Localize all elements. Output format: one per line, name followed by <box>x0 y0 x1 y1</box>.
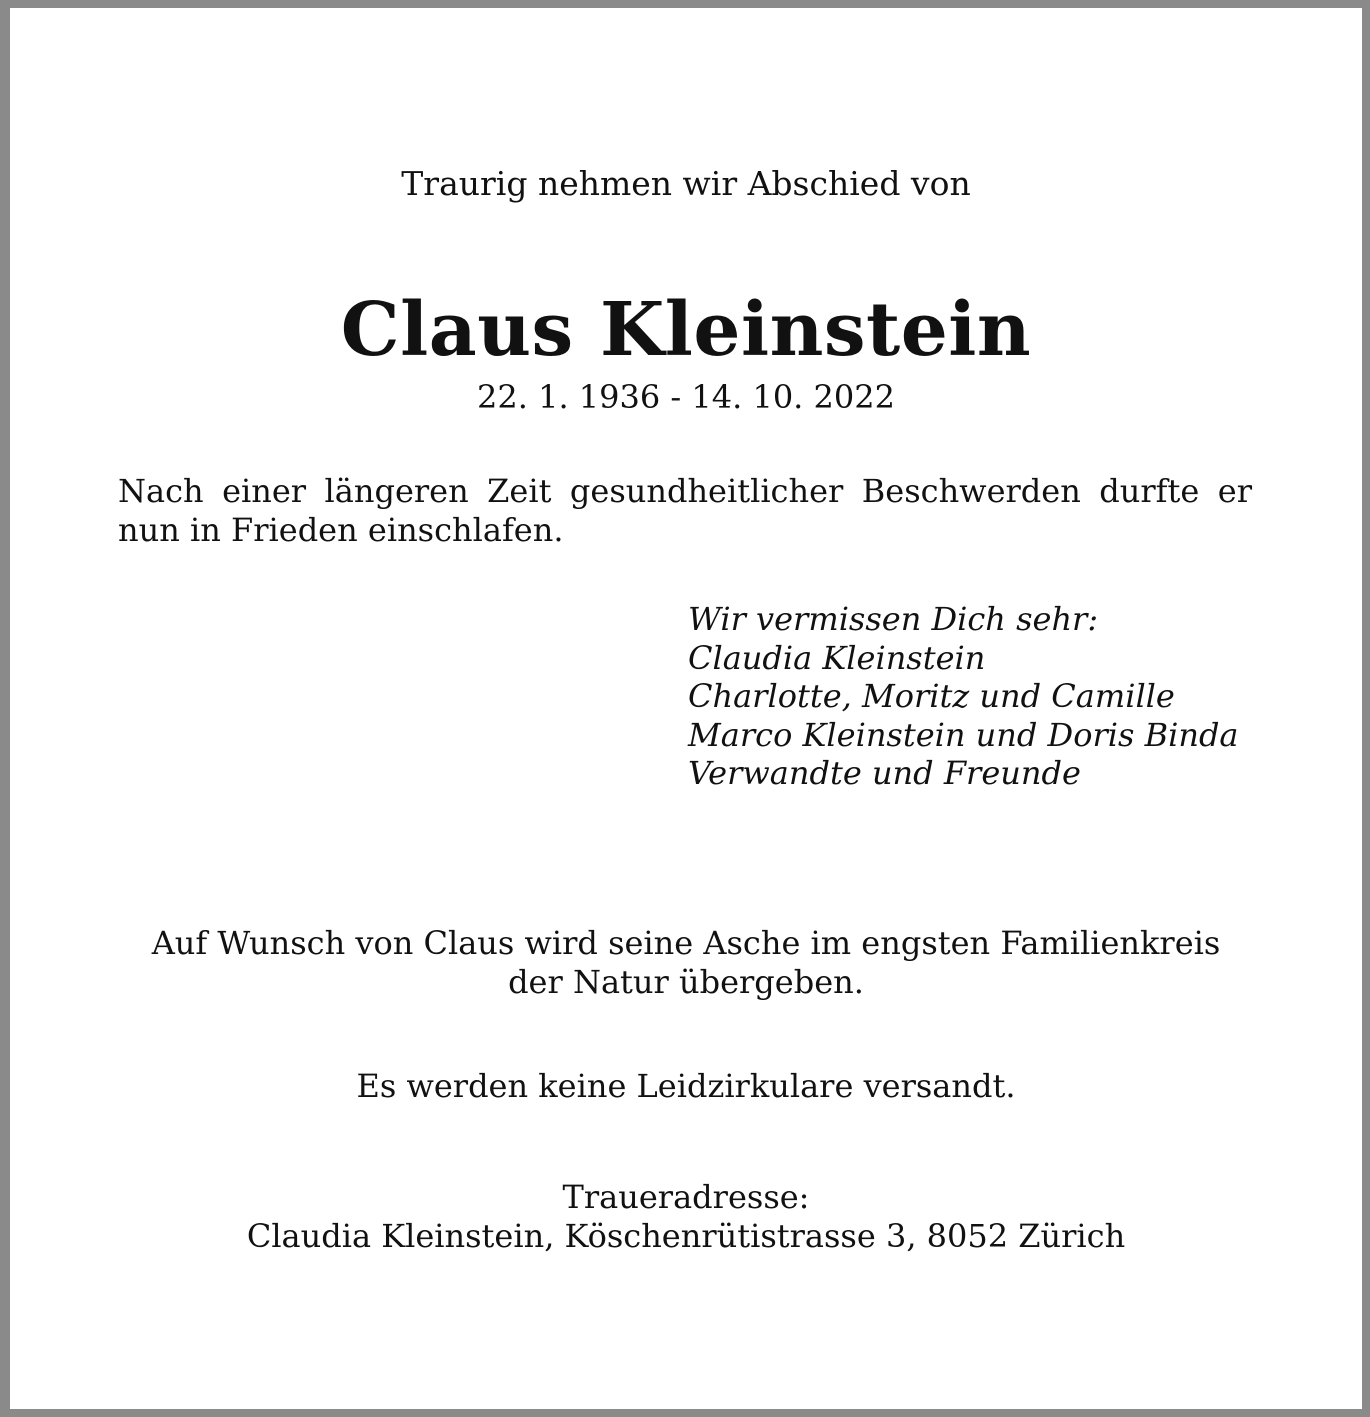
mourner-line: Charlotte, Moritz und Camille <box>688 677 1175 715</box>
mourners-list <box>688 600 1239 793</box>
mourning-address <box>10 1178 1362 1255</box>
mourning-address-value: Claudia Kleinstein, Köschenrütistrasse 3, 8052 Zürich <box>246 1216 1126 1255</box>
funeral-wish <box>10 924 1362 1001</box>
message-line-1: Nach einer längeren Zeit gesundheitlicher Beschwerden durfte er <box>118 472 1252 510</box>
mourner-line: Claudia Kleinstein <box>688 638 986 677</box>
mourning-address-label: Traueradresse: <box>562 1178 810 1216</box>
message-line-2: nun in Frieden einschlafen. <box>118 511 564 549</box>
no-circulars-note: Es werden keine Leidzirkulare versandt. <box>356 1067 1016 1105</box>
mourner-line: Marco Kleinstein und Doris Binda <box>688 715 1239 754</box>
mourners-heading: Wir vermissen Dich sehr: <box>688 600 1099 638</box>
deceased-name: Claus Kleinstein <box>340 287 1032 373</box>
funeral-wish-line-2: der Natur übergeben. <box>508 962 864 1001</box>
intro-text: Traurig nehmen wir Abschied von <box>401 164 971 203</box>
life-dates: 22. 1. 1936 - 14. 10. 2022 <box>477 378 895 416</box>
message-paragraph <box>118 472 1252 550</box>
mourner-line: Verwandte und Freunde <box>688 754 1081 792</box>
funeral-wish-line-1: Auf Wunsch von Claus wird seine Asche im engsten Familienkreis <box>151 924 1221 962</box>
